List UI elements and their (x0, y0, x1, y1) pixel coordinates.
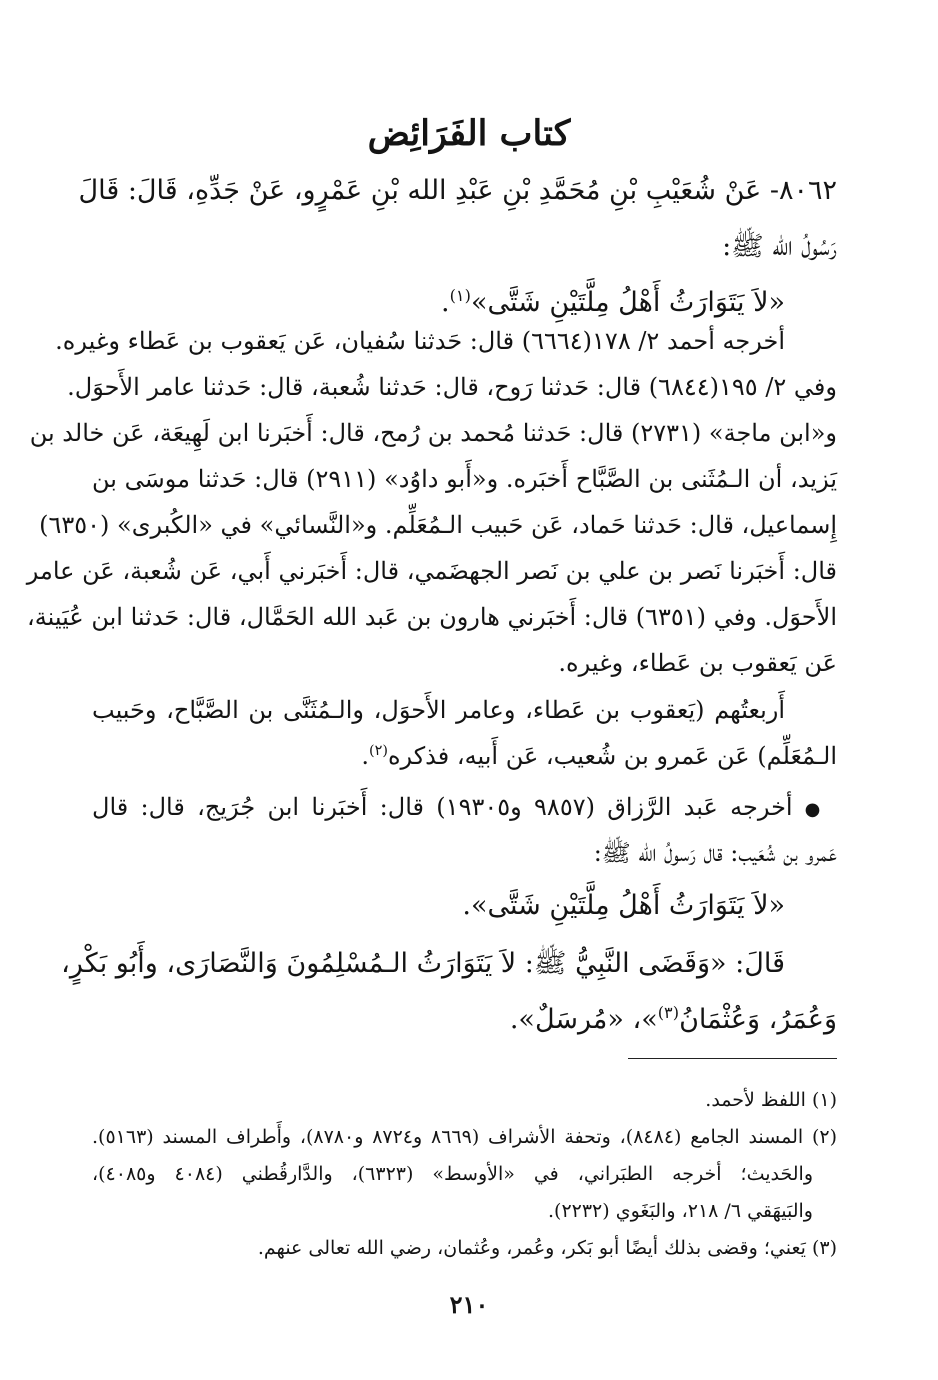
footnote-1: (١) اللفظ لأحمد. (705, 1089, 837, 1111)
matn-2: «لاَ يَتَوَارَثُ أَهْلُ مِلَّتَيْنِ شَتَّى». (462, 890, 785, 921)
footnote-divider (628, 1058, 837, 1059)
takhrij-line-5: إِسماعيل، قال: حَدثنا حَماد، عَن حَبيب الـمُعَلِّم. و«النَّسائي» في «الكُبرى» (٦٣٥٠) (39, 511, 837, 539)
takhrij-line-2: وفي ٢/ ١٩٥(٦٨٤٤) قال: حَدثنا رَوح، قال: حَدثنا شُعبة، قال: حَدثنا عامر الأَحوَل. (67, 373, 837, 401)
hadith-line-1: ٨٠٦٢- عَنْ شُعَيْبِ بْنِ مُحَمَّدِ بْنِ عَبْدِ الله بْنِ عَمْرٍو، عَنْ جَدِّهِ، قَالَ: قَالَ (78, 175, 837, 206)
bullet-line-1 (92, 784, 837, 830)
takhrij-line-7: الأَحوَل. وفي (٦٣٥١) قال: أَخبَرني هارون بن عَبد الله الحَمَّال، قال: حَدثنا ابن عُيَينة، (27, 603, 837, 631)
takhrij-line-4: يَزيد، أن الـمُثَنى بن الصَّبَّاح أَخبَره. و«أَبو داوُد» (٢٩١١) قال: حَدثنا موسَى بن (92, 465, 837, 493)
matn-end: . (441, 287, 450, 318)
footnote-ref-3: (٣) (657, 1003, 680, 1022)
page-number: ٢١٠ (449, 1290, 489, 1319)
bullet-line-2: عَمرو بن شُعَيب: قال رَسولُ الله ﷺ: (593, 839, 837, 867)
summary-line-2 (92, 733, 837, 779)
qala-end: »، «مُرسَلٌ». (509, 1004, 658, 1035)
takhrij-line-8: عَن يَعقوب بن عَطاء، وغيره. (558, 649, 837, 677)
summary-line-1: أَربعتُهم (يَعقوب بن عَطاء، وعامر الأَحوَل، والـمُثَنَّى بن الصَّبَّاح، وحَبيب (92, 696, 785, 724)
hadith-line-2: رَسُولُ الله ﷺ: (722, 231, 837, 262)
takhrij-line-6: قال: أَخبَرنا نَصر بن علي بن نَصر الجهضَمي، قال: أَخبَرني أَبي، عَن شُعبة، عَن عامر (26, 557, 837, 585)
hadith-block (78, 163, 837, 331)
qala-line-2 (92, 992, 837, 1048)
footnote-3: (٣) يَعني؛ وقضى بذلك أيضًا أبو بَكر، وعُمر، وعُثمان، رضي الله تعالى عنهم. (257, 1237, 837, 1259)
bullet-block (92, 784, 837, 876)
bullet-icon: ● (804, 799, 825, 820)
summary-text: الـمُعَلِّم) عَن عَمرو بن شُعيب، عَن أَبيه، فذكره (387, 742, 837, 770)
matn-2-block (92, 878, 837, 934)
footnote-ref-2: (٢) (368, 743, 388, 759)
chapter-title: كتاب الفَرَائِض (367, 113, 571, 154)
footnote-2: (٢) المسند الجامع (٨٤٨٤)، وتحفة الأشراف (٨٦٦٩ و٨٧٢٤ و٨٧٨٠)، وأَطراف المسند (٥١٦٣). (92, 1126, 838, 1148)
bullet-text: أخرجه عَبد الرَّزاق (٩٨٥٧ و١٩٣٠٥) قال: أَخبَرنا ابن جُرَيج، قال: قال (92, 793, 793, 821)
summary-end: . (361, 742, 369, 770)
footnote-2-cont-2: والبَيهَقي ٦/ ٢١٨، والبَغَوي (٢٢٣٢). (547, 1200, 813, 1222)
matn-text: «لاَ يَتَوَارَثُ أَهْلُ مِلَّتَيْنِ شَتَّى» (470, 287, 785, 318)
footnote-ref-1: (١) (449, 286, 471, 305)
qala-text: وَعُمَرُ، وَعُثْمَانُ (679, 1004, 837, 1035)
qala-block (61, 936, 837, 1048)
takhrij-block (26, 318, 837, 686)
summary-block (92, 687, 837, 779)
qala-line-1: قَالَ: «وَقَضَى النَّبِيُّ ﷺ: لاَ يَتَوَارَثُ الـمُسْلِمُونَ وَالنَّصَارَى، وأَبُو بَكْرٍ، (61, 948, 785, 979)
footnote-2-cont-1: والحَديث؛ أخرجه الطبَراني، في «الأوسط» (٦٣٢٣)، والدَّارقُطني (٤٠٨٤ و٤٠٨٥)، (92, 1163, 813, 1185)
takhrij-line-3: و«ابن ماجة» (٢٧٣١) قال: حَدثنا مُحمد بن رُمح، قال: أَخبَرنا ابن لَهِيعَة، عَن خالد بن (29, 419, 837, 447)
takhrij-line-1: أخرجه أحمد ٢/ ١٧٨(٦٦٦٤) قال: حَدثنا سُفيان، عَن يَعقوب بن عَطاء وغيره. (55, 327, 785, 355)
footnotes (92, 1082, 837, 1267)
